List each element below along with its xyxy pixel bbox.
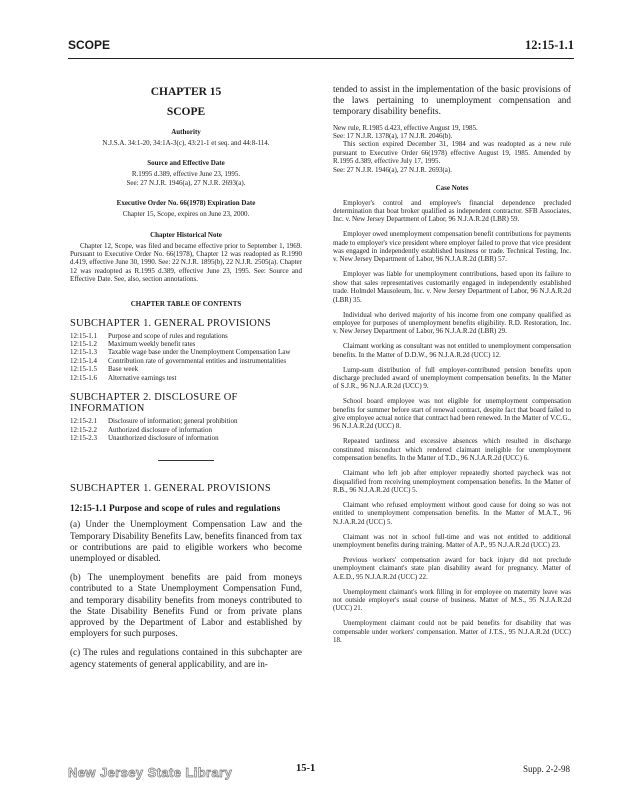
chapter-number: CHAPTER 15 [150,86,222,98]
history-note-4: See: 27 N.J.R. 1946(a), 27 N.J.R. 2693(a). [333,165,452,174]
history-note-3: This section expired December 31, 1984 and was readopted as a new rule pursuant to Executive Order 66(1978) effective August 19, 1985. Amended by R.1995 d.389, effective July 17, 1995. [333,140,571,166]
paragraph-a: (a) Under the Unemployment Compensation Law and the Temporary Disability Benefits Law, benefits financed from tax or contributions are paid to eligible workers who become unemployed or disabled. [70,519,302,563]
toc-entry-title: Base week [108,365,139,374]
case-note: School board employee was not eligible for unemployment compensation benefits for summer before start of renewal contract, despite fact that board failed to give employee actual notice that contract had been renewed. In the Matter of V.C.G., 96 N.J.A.R.2d (UCC) 8. [333,397,571,431]
toc-entry-number: 12:15-2.2 [70,425,98,434]
history-heading: Chapter Historical Note [150,230,222,239]
source-heading: Source and Effective Date [147,159,225,168]
toc-entry-title: Disclosure of information; general prohibition [108,417,238,426]
toc-entry-title: Contribution rate of governmental entities and instrumentalities [108,356,287,365]
paragraph-b: (b) The unemployment benefits are paid from moneys contributed to a State Unemployment Compensation Fund, and temporary disability benefits from moneys contributed to the State Disability Benefits Fund or from private plans approved by the Department of Labor and established by employers for such purposes. [70,572,302,639]
chapter-title: SCOPE [166,106,206,118]
case-note: Unemployment claimant could not be paid benefits for disability that was compensable under workers' compensation. Matter of J.T.S., 95 N.J.A.R.2d (UCC) 18. [333,619,571,645]
library-watermark: New Jersey State Library [68,765,233,780]
header-section: 12:15-1.1 [525,38,574,52]
toc-list-1 [70,332,302,382]
case-notes-heading: Case Notes [435,184,469,193]
toc-entry [70,374,302,382]
exec-order-heading: Executive Order No. 66(1978) Expiration Date [116,199,256,208]
left-column [70,84,302,670]
toc-entry-title: Purpose and scope of rules and regulations [108,331,228,340]
case-note: Employer's control and employee's financial dependence precluded determination that boat broker qualified as independent contractor. SFB Associates, Inc. v. New Jersey Department of Labor, 96 N.J.A.R.2d (LBR) 59. [333,198,571,224]
exec-order-text: Chapter 15, Scope, expires on June 23, 2000. [122,210,250,219]
authority-heading: Authority [171,128,201,136]
section-heading: 12:15-1.1 Purpose and scope of rules and regulations [70,504,281,515]
source-line-1: R.1995 d.389, effective June 23, 1995. [131,170,241,179]
history-note-2: See: 17 N.J.R. 1378(a), 17 N.J.R. 2046(b). [333,132,453,141]
toc-list-2 [70,417,302,442]
toc-entry-title: Authorized disclosure of information [108,425,213,434]
case-note: Repeated tardiness and excessive absences which resulted in discharge constituted misconduct which rendered claimant ineligible for unemployment compensation benefits. In the Matter of T.D., 96 N.J.A.R.2d (UCC) 6. [333,437,571,463]
toc-entry-number: 12:15-1.4 [70,356,98,365]
toc-subchapter-1: SUBCHAPTER 1. GENERAL PROVISIONS [70,317,271,329]
toc-heading: CHAPTER TABLE OF CONTENTS [130,299,242,308]
toc-entry [70,426,302,434]
page-number: 15-1 [296,763,316,774]
history-text: Chapter 12, Scope, was filed and became effective prior to September 1, 1969. Pursuant to Executive Order No. 66(1978), Chapter 12 was readopted as R.1990 d.419, effective June 30, 1990. See: 22 N.J.R. 1895(b), 22 N.J.R. 2505(a). Chapter 12 was readopted as R.1995 d.389, effective June 23, 1995. See: Source and Effective Date. See, also, section annotations. [70,241,302,284]
case-note: Unemployment claimant's work filling in for employee on maternity leave was not outside employer's usual course of business. Matter of M.S., 95 N.J.A.R.2d (UCC) 21. [333,587,571,613]
case-note: Claimant who left job after employer repeatedly shorted paycheck was not disqualified from receiving unemployment compensation benefits. In the Matter of R.B., 96 N.J.A.R.2d (UCC) 5. [333,469,571,494]
case-notes-list [333,199,571,645]
toc-entry-number: 12:15-1.6 [70,373,98,382]
case-note: Claimant who refused employment without good cause for doing so was not entitled to unemployment compensation benefits. In the Matter of M.A.T., 96 N.J.A.R.2d (UCC) 5. [333,500,571,526]
case-note: Employer was liable for unemployment contributions, based upon its failure to show that sales representatives customarily engaged in independently established trade. Holmdel Mausoleum, Inc. v. New Jersey Department of Labor, 96 N.J.A.R.2d (LBR) 35. [333,270,571,304]
toc-entry-title: Alternative earnings test [108,373,177,382]
source-line-2: See: 27 N.J.R. 1946(a), 27 N.J.R. 2693(a). [126,178,246,187]
toc-entry [70,357,302,365]
supplement-date: Supp. 2-2-98 [523,764,570,774]
authority-text: N.J.S.A. 34:1-20, 34:1A-3(c), 43:21-1 et seq. and 44:8-114. [102,139,270,147]
case-note: Previous workers' compensation award for back injury did not preclude unemployment claimant's state plan disability award for pregnancy. Matter of A.E.D., 95 N.J.A.R.2d (UCC) 22. [333,555,571,581]
running-header [68,38,574,59]
toc-entry-number: 12:15-1.1 [70,331,98,340]
case-note: Claimant working as consultant was not entitled to unemployment compensation benefits. In the Matter of D.D.W., 96 N.J.A.R.2d (UCC) 12. [333,342,571,359]
toc-entry [70,348,302,356]
toc-entry [70,417,302,425]
case-note: Lump-sum distribution of full employer-contributed pension benefits upon discharge precluded award of unemployment compensation benefits. In the Matter of S.J.R., 96 N.J.A.R.2d (UCC) 9. [333,365,571,391]
subchapter-heading: SUBCHAPTER 1. GENERAL PROVISIONS [70,483,271,495]
toc-entry-title: Maximum weekly benefit rates [108,340,196,349]
toc-subchapter-2: SUBCHAPTER 2. DISCLOSURE OF INFORMATION [70,392,238,415]
toc-entry [70,365,302,373]
right-column [333,84,571,645]
toc-entry-number: 12:15-1.3 [70,348,98,357]
toc-entry-number: 12:15-2.3 [70,433,98,442]
toc-entry-title: Taxable wage base under the Unemployment Compensation Law [108,348,291,357]
case-note: Individual who derived majority of his income from one company qualified as employee for purposes of unemployment benefits eligibility. R.D. Restoration, Inc. v. New Jersey Department of Labor, 96 N.J.A.R.2d (LBR) 29. [333,310,571,336]
toc-entry-number: 12:15-1.2 [70,340,98,349]
history-note-1: New rule, R.1985 d.423, effective August 19, 1985. [333,123,478,132]
paragraph-c-continued: tended to assist in the implementation of the basic provisions of the laws pertaining to unemployment compensation and temporary disability benefits. [333,84,571,117]
header-title: SCOPE [68,38,111,52]
paragraph-c: (c) The rules and regulations contained in this subchapter are agency statements of general applicability, and are in- [70,647,302,669]
toc-entry [70,332,302,340]
case-note: Claimant was not in school full-time and was not entitled to additional unemployment benefits during training. Matter of A.P., 95 N.J.A.R.2d (UCC) 23. [333,532,571,549]
toc-entry [70,434,302,442]
toc-entry [70,340,302,348]
toc-entry-title: Unauthorized disclosure of information [108,433,219,442]
toc-entry-number: 12:15-2.1 [70,417,98,426]
divider [158,460,214,461]
case-note: Employer owed unemployment compensation benefit contributions for payments made to employer's vice president where employer failed to prove that vice president was engaged in independently established business or trade. Technical Testing, Inc. v. New Jersey Department of Labor, 96 N.J.A.R.2d (LBR) 57. [333,230,572,264]
toc-entry-number: 12:15-1.5 [70,365,98,374]
